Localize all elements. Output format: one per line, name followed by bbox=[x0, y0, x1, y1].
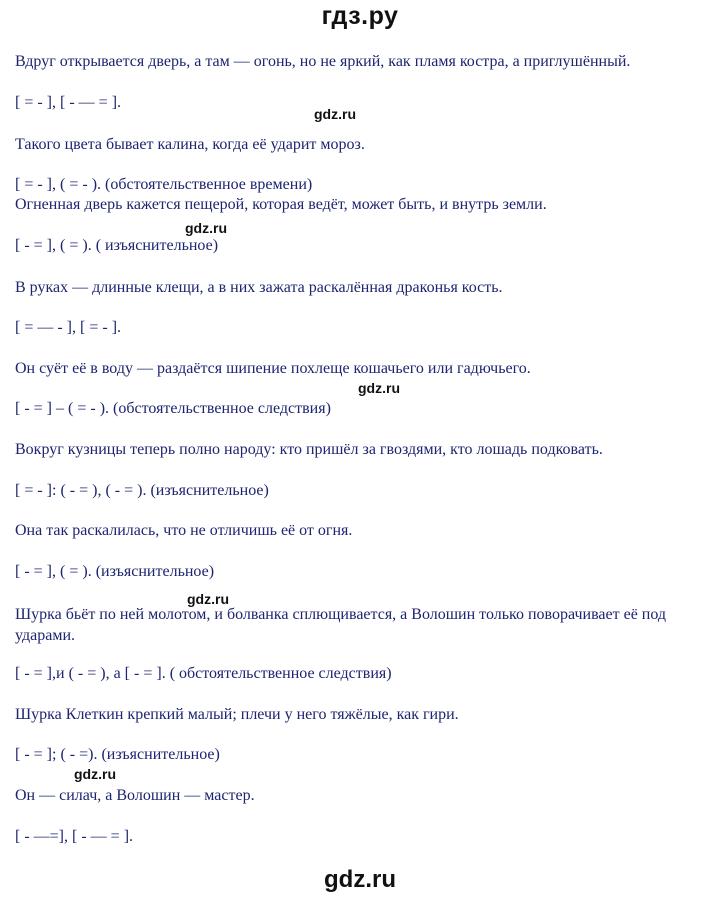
watermark-logo: gdz.ru bbox=[358, 380, 400, 396]
scheme-6: [ = - ]: ( - = ), ( - = ). (изъяснительное) bbox=[15, 482, 269, 499]
scheme-7: [ - = ], ( = ). (изъяснительное) bbox=[15, 563, 215, 580]
watermark-logo: gdz.ru bbox=[185, 220, 227, 236]
scheme-4: [ = — - ], [ = - ]. bbox=[15, 319, 122, 336]
sentence-6: Вокруг кузницы теперь полно народу: кто пришёл за гвоздями, кто лошадь подковать. bbox=[15, 441, 603, 458]
scheme-5: [ - = ] – ( = - ). (обстоятельственное следствия) bbox=[15, 400, 331, 417]
sentence-1: Вдруг открывается дверь, а там — огонь, но не яркий, как пламя костра, а приглушённый. bbox=[15, 53, 631, 70]
sentence-7: Она так раскалилась, что не отличишь её от огня. bbox=[15, 522, 353, 539]
site-logo-footer: gdz.ru bbox=[324, 866, 396, 893]
sentence-3: Огненная дверь кажется пещерой, которая ведёт, может быть, и внутрь земли. bbox=[15, 196, 547, 213]
sentence-9: Шурка Клеткин крепкий малый; плечи у него тяжёлые, как гири. bbox=[15, 706, 459, 723]
site-logo-header: гдз.ру bbox=[321, 2, 399, 30]
watermark-logo: gdz.ru bbox=[314, 106, 356, 122]
sentence-4: В руках — длинные клещи, а в них зажата раскалённая драконья кость. bbox=[15, 279, 503, 296]
sentence-5: Он суёт её в воду — раздаётся шипение похлеще кошачьего или гадючьего. bbox=[15, 360, 531, 377]
sentence-2: Такого цвета бывает калина, когда её ударит мороз. bbox=[15, 136, 365, 153]
scheme-10: [ - —=], [ - — = ]. bbox=[15, 828, 134, 845]
watermark-logo: gdz.ru bbox=[187, 591, 229, 607]
scheme-9: [ - = ]; ( - =). (изъяснительное) bbox=[15, 746, 220, 763]
scheme-2: [ = - ], ( = - ). (обстоятельственное времени) bbox=[15, 176, 313, 193]
scheme-3: [ - = ], ( = ). ( изъяснительное) bbox=[15, 237, 219, 254]
sentence-10: Он — силач, а Волошин — мастер. bbox=[15, 787, 255, 804]
scheme-1: [ = - ], [ - — = ]. bbox=[15, 94, 122, 111]
scheme-8: [ - = ],и ( - = ), а [ - = ]. ( обстоятельственное следствия) bbox=[15, 665, 392, 682]
watermark-logo: gdz.ru bbox=[74, 766, 116, 782]
sentence-8: Шурка бьёт по ней молотом, и болванка сплющивается, а Волошин только поворачивает её под ударами. bbox=[15, 606, 667, 644]
